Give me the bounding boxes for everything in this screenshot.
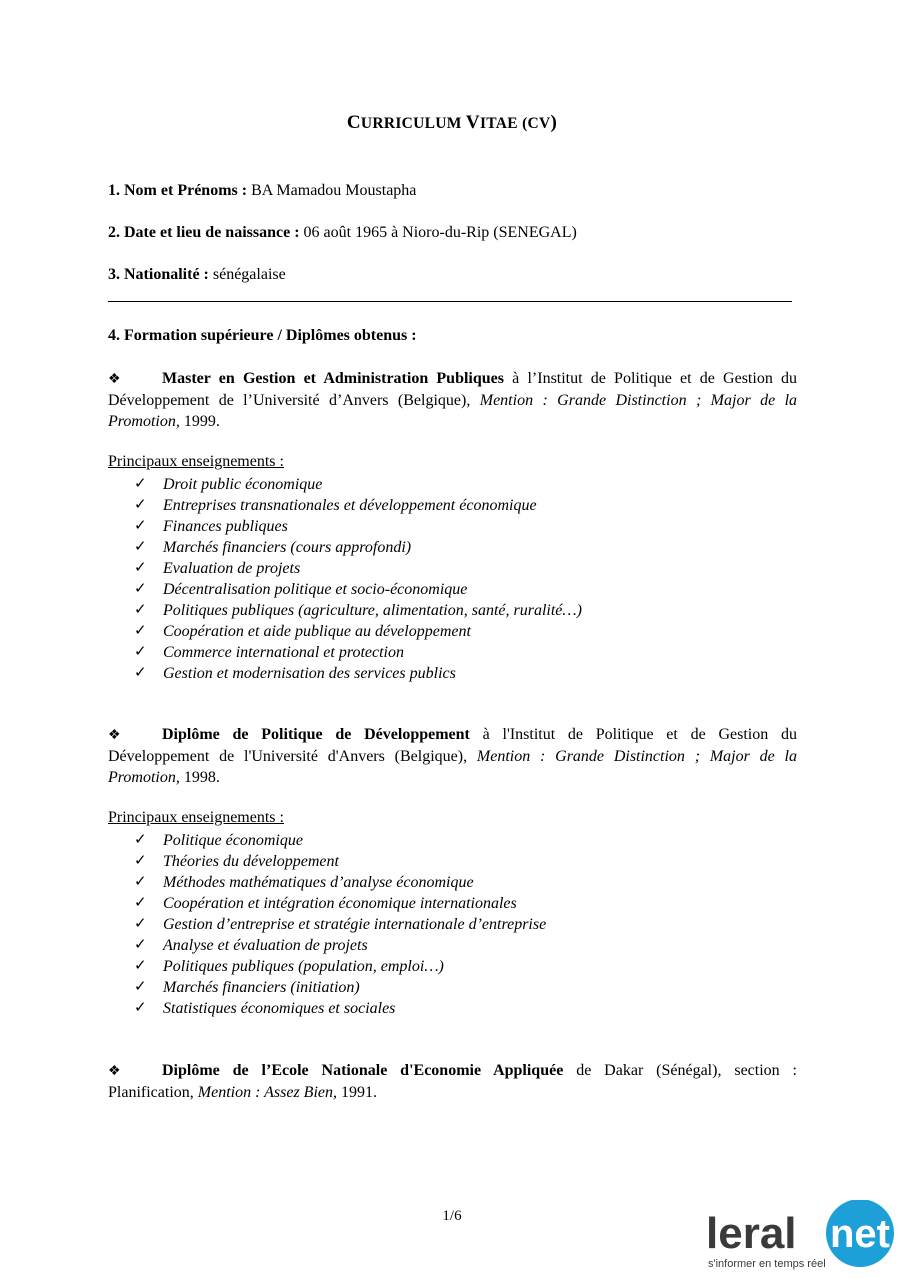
course-item	[134, 558, 582, 579]
degree-mention: Mention : Grande Distinction ; Major de la Promotion,	[108, 391, 798, 430]
checkmark-icon: ✓	[134, 874, 147, 890]
course-name: Statistiques économiques et sociales	[163, 1000, 396, 1017]
logo-net-text: net	[830, 1212, 890, 1256]
course-name: Droit public économique	[163, 476, 323, 493]
course-name: Politiques publiques (population, emploi…)	[163, 958, 444, 975]
course-name: Finances publiques	[163, 518, 288, 535]
course-name: Commerce international et protection	[163, 644, 404, 661]
checkmark-icon: ✓	[134, 476, 147, 492]
course-name: Décentralisation politique et socio-économique	[163, 581, 468, 598]
course-item	[134, 935, 546, 956]
divider	[108, 301, 792, 302]
checkmark-icon: ✓	[134, 560, 147, 576]
leralnet-logo	[703, 1200, 903, 1275]
checkmark-icon: ✓	[134, 979, 147, 995]
course-item	[134, 642, 582, 663]
course-item	[134, 600, 582, 621]
birth-field	[108, 224, 577, 242]
course-item	[134, 579, 582, 600]
course-list	[134, 830, 546, 1019]
checkmark-icon: ✓	[134, 937, 147, 953]
course-name: Coopération et intégration économique internationales	[163, 895, 517, 912]
checkmark-icon: ✓	[134, 602, 147, 618]
checkmark-icon: ✓	[134, 1000, 147, 1016]
course-item	[134, 474, 582, 495]
course-item	[134, 621, 582, 642]
course-name: Marchés financiers (cours approfondi)	[163, 539, 412, 556]
course-name: Méthodes mathématiques d’analyse économique	[163, 874, 474, 891]
course-item	[134, 495, 582, 516]
nationality-field	[108, 266, 286, 284]
degree-entry: ❖ Diplôme de l’Ecole Nationale d'Economie Appliquée de Dakar (Sénégal), section : Planification, Mention : Assez Bien, 1991.	[108, 1062, 797, 1101]
courses-label: Principaux enseignements :	[108, 809, 284, 826]
name-label: 1. Nom et Prénoms :	[108, 182, 248, 199]
course-name: Politiques publiques (agriculture, alimentation, santé, ruralité…)	[163, 602, 582, 619]
birth-value: 06 août 1965 à Nioro-du-Rip (SENEGAL)	[299, 224, 577, 241]
logo-wordmark: leral	[706, 1209, 797, 1258]
checkmark-icon: ✓	[134, 832, 147, 848]
checkmark-icon: ✓	[134, 623, 147, 639]
course-item	[134, 830, 546, 851]
course-name: Gestion d’entreprise et stratégie internationale d’entreprise	[163, 916, 547, 933]
diamond-bullet-icon: ❖	[108, 1064, 121, 1079]
degree-name: Diplôme de Politique de Développement	[162, 726, 470, 743]
course-item	[134, 516, 582, 537]
checkmark-icon: ✓	[134, 581, 147, 597]
document-title: CURRICULUM VITAE (CV)	[346, 112, 558, 133]
logo-tagline: s'informer en temps réel	[708, 1258, 826, 1270]
course-name: Evaluation de projets	[163, 560, 301, 577]
checkmark-icon: ✓	[134, 665, 147, 681]
course-name: Entreprises transnationales et développement économique	[163, 497, 537, 514]
course-name: Théories du développement	[163, 853, 339, 870]
course-item	[134, 893, 546, 914]
course-name: Gestion et modernisation des services publics	[163, 665, 456, 682]
course-item	[134, 872, 546, 893]
course-item	[134, 537, 582, 558]
degree-mention: Mention : Grande Distinction ; Major de la Promotion,	[108, 747, 798, 786]
section-heading: 4. Formation supérieure / Diplômes obtenus :	[108, 327, 417, 344]
course-item	[134, 851, 546, 872]
checkmark-icon: ✓	[134, 539, 147, 555]
course-item	[134, 663, 582, 684]
name-field	[108, 182, 416, 200]
course-name: Politique économique	[163, 832, 303, 849]
course-name: Analyse et évaluation de projets	[163, 937, 368, 954]
degree-entry: ❖ Master en Gestion et Administration Publiques à l’Institut de Politique et de Gestion du Développement de l’Université d’Anvers (Belgique), Mention : Grande Distinction ; Major de la Promotion, 1999.	[108, 370, 798, 430]
diamond-bullet-icon: ❖	[108, 728, 121, 743]
degree-name: Diplôme de l’Ecole Nationale d'Economie Appliquée	[162, 1062, 564, 1079]
degree-name: Master en Gestion et Administration Publiques	[162, 370, 504, 387]
checkmark-icon: ✓	[134, 853, 147, 869]
nationality-label: 3. Nationalité :	[108, 266, 209, 283]
checkmark-icon: ✓	[134, 916, 147, 932]
degree-entry: ❖ Diplôme de Politique de Développement à l'Institut de Politique et de Gestion du Développement de l'Université d'Anvers (Belgique), Mention : Grande Distinction ; Major de la Promotion, 1998.	[108, 726, 798, 786]
course-list	[134, 474, 582, 684]
page-number: 1/6	[442, 1208, 462, 1224]
checkmark-icon: ✓	[134, 958, 147, 974]
checkmark-icon: ✓	[134, 895, 147, 911]
course-item	[134, 956, 546, 977]
checkmark-icon: ✓	[134, 644, 147, 660]
courses-label: Principaux enseignements :	[108, 453, 284, 470]
degree-mention: Mention : Assez Bien	[197, 1083, 333, 1101]
checkmark-icon: ✓	[134, 497, 147, 513]
course-item	[134, 998, 546, 1019]
name-value: BA Mamadou Moustapha	[247, 182, 417, 199]
birth-label: 2. Date et lieu de naissance :	[108, 224, 300, 241]
checkmark-icon: ✓	[134, 518, 147, 534]
course-item	[134, 977, 546, 998]
nationality-value: sénégalaise	[208, 266, 286, 283]
course-item	[134, 914, 546, 935]
course-name: Coopération et aide publique au développement	[163, 623, 471, 640]
course-name: Marchés financiers (initiation)	[163, 979, 360, 996]
diamond-bullet-icon: ❖	[108, 372, 121, 387]
